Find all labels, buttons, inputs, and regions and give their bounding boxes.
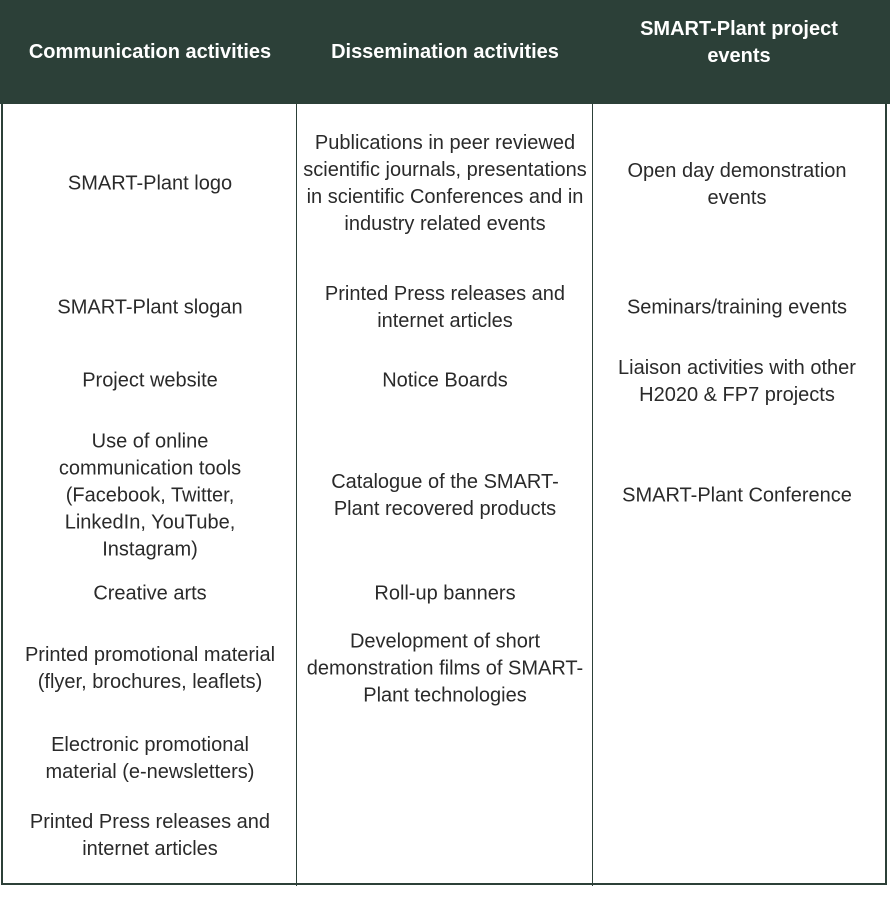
column-divider: [296, 104, 297, 886]
column-divider: [592, 104, 593, 886]
dissemination-item: Development of short demonstration films of SMART-Plant technologies: [306, 630, 584, 707]
communication-item: Project website: [82, 369, 218, 392]
event-item: Liaison activities with other H2020 & FP7 projects: [618, 357, 856, 406]
dissemination-item: Roll-up banners: [374, 582, 516, 605]
communication-item: Printed promotional material (flyer, brochures, leaflets): [24, 644, 276, 693]
header-communication-activities: [8, 0, 292, 104]
dissemination-item: Notice Boards: [382, 369, 508, 392]
dissemination-item: Publications in peer reviewed scientific journals, presentations in scientific Conferences and in industry related events: [303, 132, 587, 235]
table-header-row: [0, 0, 890, 104]
communication-item: Creative arts: [93, 582, 207, 605]
event-item: SMART-Plant Conference: [622, 484, 852, 507]
header-label: SMART-Plant project events: [640, 18, 838, 67]
header-label: Communication activities: [28, 40, 272, 63]
dissemination-item: Catalogue of the SMART-Plant recovered products: [331, 471, 559, 520]
header-dissemination-activities: [300, 0, 590, 104]
communication-item: Use of online communication tools (Facebook, Twitter, LinkedIn, YouTube, Instagram): [58, 430, 242, 561]
communication-item: SMART-Plant slogan: [57, 296, 243, 319]
dissemination-item: Printed Press releases and internet articles: [324, 283, 566, 332]
header-label: Dissemination activities: [331, 40, 559, 63]
event-item: Open day demonstration events: [627, 160, 847, 209]
communication-item: Printed Press releases and internet articles: [29, 811, 271, 860]
communication-item: SMART-Plant logo: [67, 172, 233, 195]
communication-item: Electronic promotional material (e-newsletters): [45, 734, 255, 783]
event-item: Seminars/training events: [626, 296, 848, 319]
header-project-events: [616, 0, 862, 86]
